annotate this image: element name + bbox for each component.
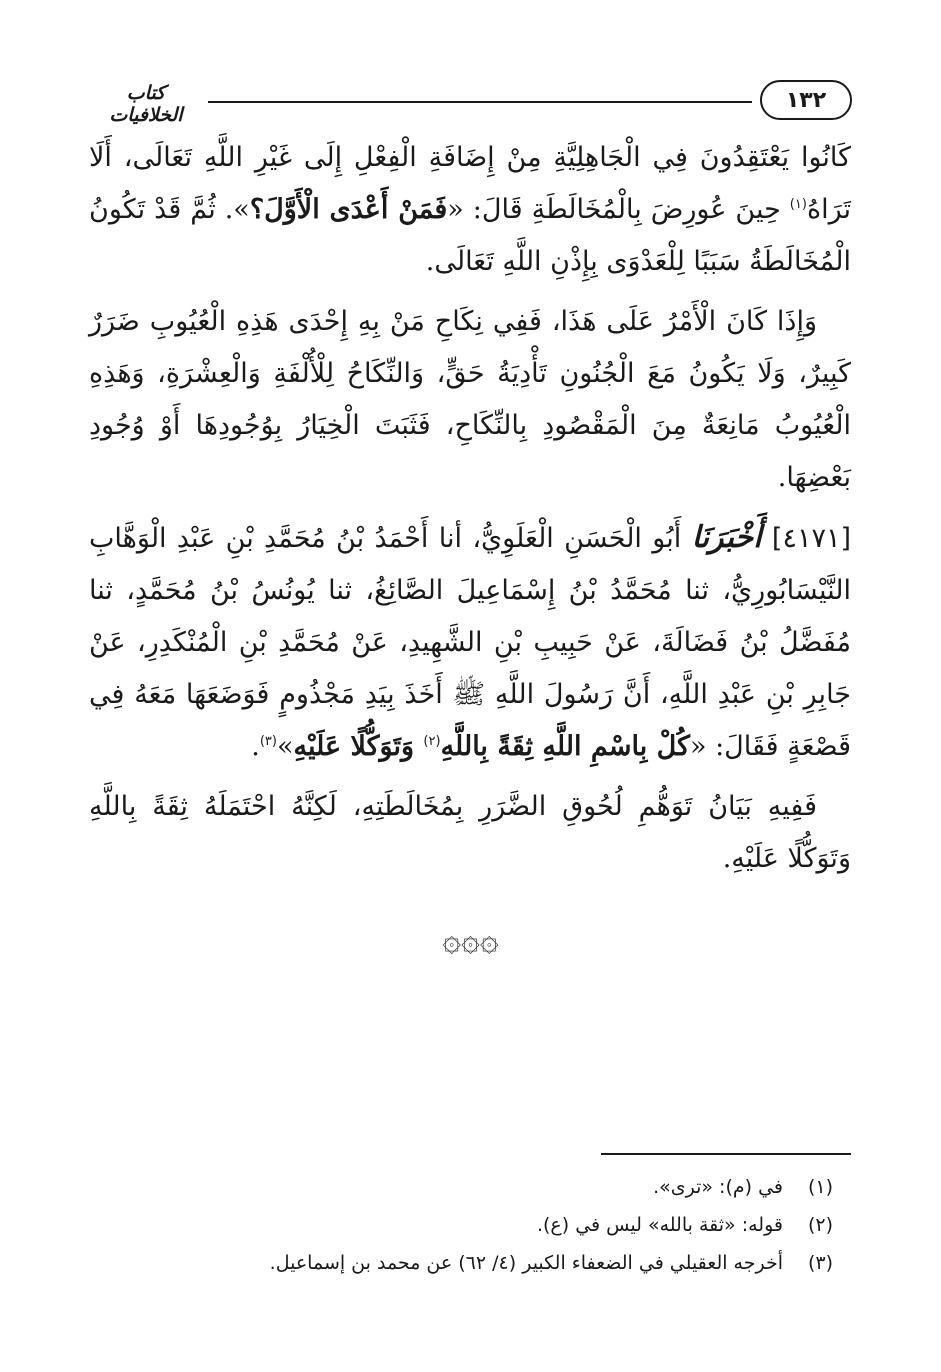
paragraph-3: [89, 512, 851, 773]
p3-text-1: أَبُو الْحَسَنِ الْعَلَوِيُّ، أنا أَحْمَدُ بْنُ مُحَمَّدِ بْنِ عَبْدِ الْوَهَّابِ النَّيْسَابُورِيُّ، ثنا مُحَمَّدُ بْنُ إِسْمَاعِيلَ الصَّائِغُ، ثنا يُونُسُ بْنُ مُحَمَّدٍ، ثنا مُفَضَّلُ بْنُ فَضَالَةَ، عَنْ حَبِيبِ بْنِ الشَّهِيدِ، عَنْ مُحَمَّدِ بْنِ الْمُنْكَدِرِ، عَنْ جَابِرِ بْنِ عَبْدِ اللَّهِ، أَنَّ رَسُولَ اللَّهِ ﷺ أَخَذَ بِيَدِ مَجْذُومٍ فَوَضَعَهَا مَعَهُ فِي قَصْعَةٍ فَقَالَ: «: [89, 523, 851, 762]
paragraph-1: [89, 132, 851, 288]
footnote-item: [93, 1168, 833, 1206]
footnote-ref-1[interactable]: (١): [789, 197, 807, 212]
footnote-ref-2[interactable]: (٢): [423, 734, 441, 749]
hadith-quote-1: فَمَنْ أَعْدَى الْأَوَّلَ؟: [249, 194, 448, 225]
p1-text-1: كَانُوا يَعْتَقِدُونَ فِي الْجَاهِلِيَّةِ مِنْ إِضَافَةِ الْفِعْلِ إِلَى غَيْرِ اللَّهِ تَعَالَى، أَلَا تَرَاهُ: [89, 142, 851, 225]
footnotes: [93, 1168, 833, 1282]
paragraph-2: وَإِذَا كَانَ الْأَمْرُ عَلَى هَذَا، فَفِي نِكَاحِ مَنْ بِهِ إِحْدَى هَذِهِ الْعُيُوبِ ضَرَرٌ كَبِيرٌ، وَلَا يَكُونُ مَعَ الْجُنُونِ تَأْدِيَةُ حَقٍّ، وَالنِّكَاحُ لِلْأُلْفَةِ وَالْعِشْرَةِ، وَهَذِهِ الْعُيُوبُ مَانِعَةٌ مِنَ الْمَقْصُودِ بِالنِّكَاحِ، فَثَبَتَ الْخِيَارُ بِوُجُودِهَا أَوْ وُجُودِ بَعْضِهَا.: [89, 306, 851, 493]
page-header: [90, 80, 852, 124]
footnote-number: (٣): [807, 1252, 833, 1274]
p1-text-3: ». ثُمَّ قَدْ تَكُونُ الْمُخَالَطَةُ سَبَبًا لِلْعَدْوَى بِإِذْنِ اللَّهِ تَعَالَى.: [89, 194, 851, 277]
footnote-rule: [601, 1153, 851, 1155]
footnote-number: (٢): [807, 1214, 833, 1236]
footnote-item: [93, 1244, 833, 1282]
footnote-text: في (م): «ترى».: [653, 1176, 783, 1198]
main-text: [89, 132, 851, 893]
footnote-item: [93, 1206, 833, 1244]
paragraph-4: فَفِيهِ بَيَانُ تَوَهُّمِ لُحُوقِ الضَّرَرِ بِمُخَالَطَتِهِ، لَكِنَّهُ احْتَمَلَهُ ثِقَةً بِاللَّهِ وَتَوَكُّلًا عَلَيْهِ.: [89, 791, 851, 874]
hadith-quote-2a: كُلْ بِاسْمِ اللَّهِ ثِقَةً بِاللَّهِ: [440, 731, 690, 762]
section-ornament-icon: ۞۞۞: [442, 920, 499, 958]
footnote-text: قوله: «ثقة بالله» ليس في (ع).: [536, 1214, 783, 1236]
p3-text-2: »: [276, 731, 294, 762]
akhbarana-word: أَخْبَرَنَا: [691, 520, 762, 555]
footnote-text: أخرجه العقيلي في الضعفاء الكبير (٤/ ٦٢) عن محمد بن إسماعيل.: [269, 1252, 783, 1274]
p3-text-3: .: [251, 731, 260, 762]
p1-text-2: حِينَ عُورِضَ بِالْمُخَالَطَةِ قَالَ: «: [447, 194, 790, 225]
hadith-quote-2b: وَتَوَكُّلًا عَلَيْهِ: [293, 731, 424, 762]
footnote-ref-3[interactable]: (٣): [259, 734, 277, 749]
header-rule: [208, 101, 752, 103]
book-title: كتاب الخلافيات: [109, 82, 183, 126]
hadith-number: [٤١٧١]: [771, 523, 851, 554]
footnote-number: (١): [807, 1176, 833, 1198]
page-number-badge: ١٣٢: [760, 80, 852, 120]
